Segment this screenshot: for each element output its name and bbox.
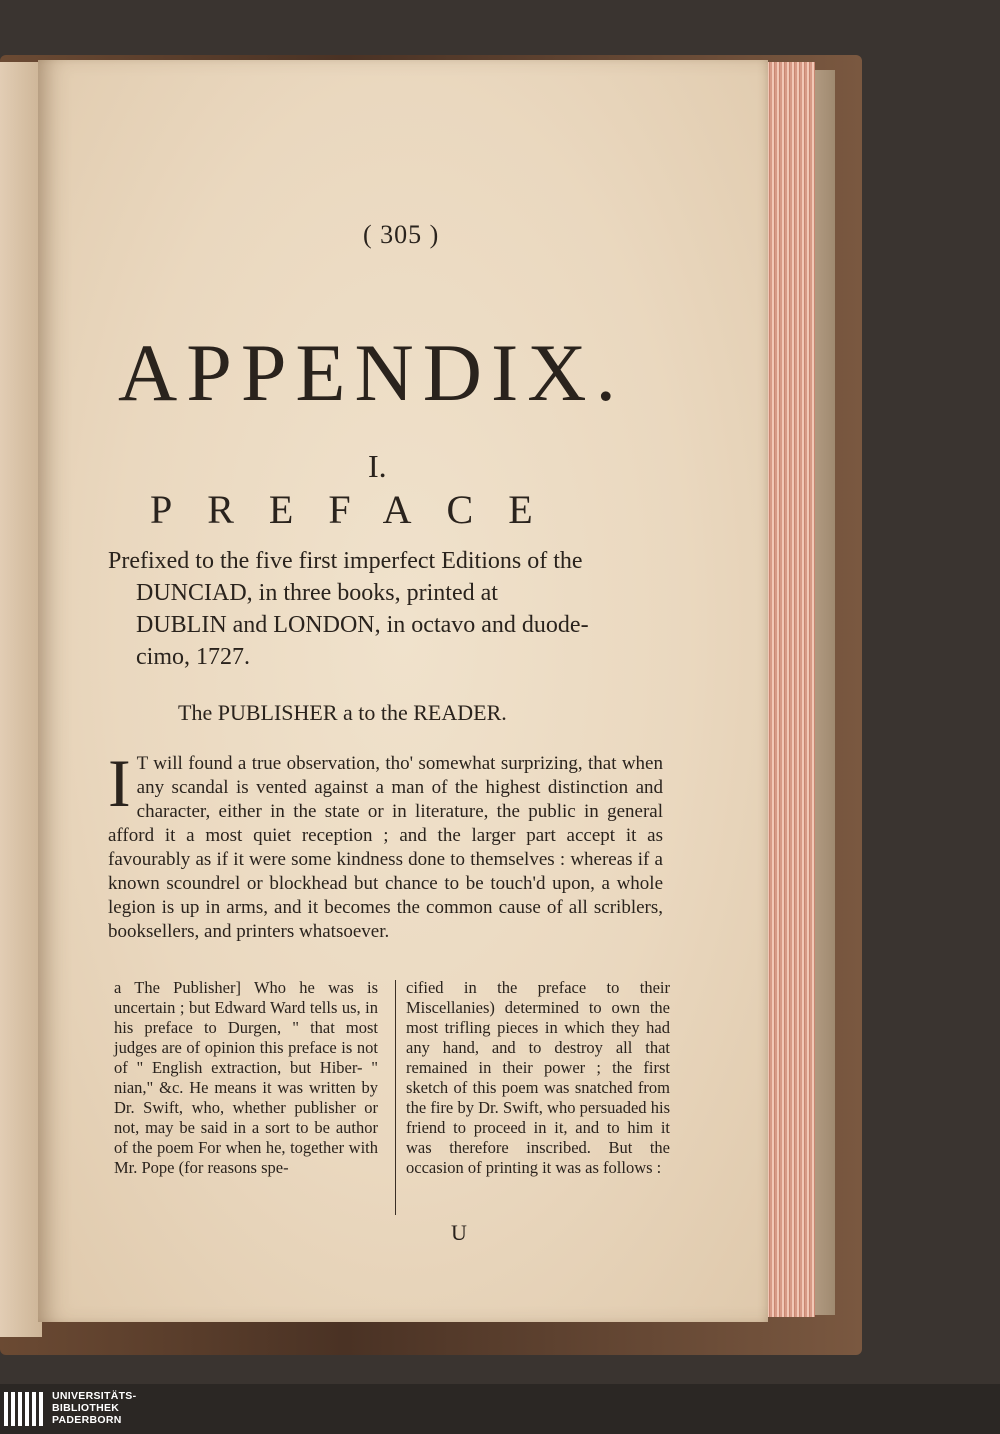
library-logo-icon: [4, 1392, 46, 1426]
signature-mark: U: [451, 1220, 467, 1245]
logo-line-1: UNIVERSITÄTS-: [52, 1390, 137, 1402]
preface-subtitle: [108, 545, 688, 673]
subtitle-line-4: cimo, 1727.: [136, 644, 250, 670]
subtitle-line-1: Prefixed to the five first imperfect Editions of the: [108, 548, 583, 574]
subtitle-line-3: DUBLIN and LONDON, in octavo and duode-: [136, 612, 589, 638]
section-number: I.: [368, 448, 387, 484]
section-heading: The PUBLISHER a to the READER.: [178, 700, 507, 725]
body-paragraph: [108, 745, 663, 944]
appendix-title: APPENDIX.: [118, 327, 625, 418]
page-number: ( 305 ): [363, 220, 440, 249]
body-text: T will found a true observation, tho' somewhat surprizing, that when any scandal is vented against a man of the highest distinction and character, either in the state or in literature, the public in general afford it a most quiet reception ; and the larger part accept it as favourably as if it were some kindness done to themselves : whereas if a known scoundrel or blockhead but chance to be touch'd upon, a whole legion is up in arms, and it becomes the common cause of all scriblers, booksellers, and printers whatsoever.: [108, 753, 663, 942]
library-logo-text: [52, 1390, 136, 1426]
logo-line-2: BIBLIOTHEK: [52, 1402, 120, 1414]
book-page: [38, 60, 768, 1322]
preface-title: PREFACE: [150, 487, 568, 532]
column-divider: [395, 980, 396, 1215]
facing-page-edge: [0, 62, 42, 1337]
subtitle-line-2: DUNCIAD, in three books, printed at: [136, 580, 498, 606]
logo-line-3: PADERBORN: [52, 1414, 122, 1426]
footnote-right-column: cified in the preface to their Miscellanies) determined to own the most trifling pieces in which they had any hand, and to destroy all that remained in their power ; the first sketch of this poem was snatched from the fire by Dr. Swift, who persuaded his friend to proceed in it, and to him it was therefore inscribed. But the occasion of printing it was as follows :: [406, 978, 670, 1177]
drop-cap: I: [108, 745, 131, 821]
footnote-left-column: a The Publisher] Who he was is uncertain ; but Edward Ward tells us, in his preface to Durgen, " that most judges are of opinion this preface is not of " English extraction, but Hiber- " nian," &c. He means it was written by Dr. Swift, who, whether publisher or not, may be said in a sort to be author of the poem For when he, together with Mr. Pope (for reasons spe-: [114, 978, 378, 1177]
library-footer: [0, 1384, 1000, 1434]
